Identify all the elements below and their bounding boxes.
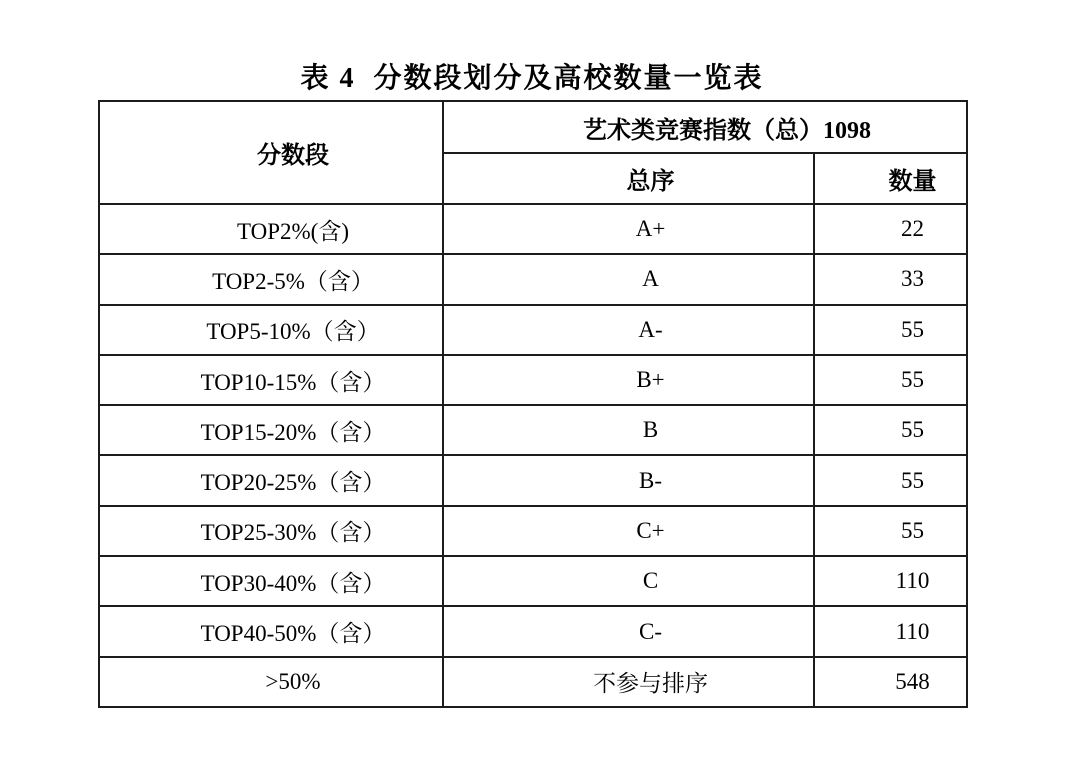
- cell-segment: TOP10-15%（含）: [99, 355, 443, 405]
- cell-order: C-: [443, 606, 814, 656]
- table-row: [99, 204, 967, 254]
- table-row: [99, 254, 967, 304]
- table-title: 表 4 分数段划分及高校数量一览表: [300, 63, 764, 94]
- table-row: [99, 455, 967, 505]
- table-row: [99, 556, 967, 606]
- cell-order: A+: [443, 204, 814, 254]
- header-row-1: [99, 101, 967, 153]
- cell-count: 55: [814, 355, 967, 405]
- cell-order: C+: [443, 506, 814, 556]
- table-row: [99, 355, 967, 405]
- cell-segment: TOP40-50%（含）: [99, 606, 443, 656]
- cell-count: 22: [814, 204, 967, 254]
- table-row: [99, 606, 967, 656]
- table-row: [99, 305, 967, 355]
- cell-count: 55: [814, 405, 967, 455]
- cell-segment: TOP25-30%（含）: [99, 506, 443, 556]
- cell-segment: TOP20-25%（含）: [99, 455, 443, 505]
- cell-count: 110: [814, 606, 967, 656]
- score-segment-table: [98, 100, 968, 708]
- table-row: [99, 506, 967, 556]
- cell-count: 33: [814, 254, 967, 304]
- cell-count: 110: [814, 556, 967, 606]
- cell-order: A: [443, 254, 814, 304]
- cell-order: B+: [443, 355, 814, 405]
- cell-order: C: [443, 556, 814, 606]
- header-index-group: 艺术类竞赛指数（总）1098: [443, 101, 967, 153]
- cell-order: B-: [443, 455, 814, 505]
- cell-count: 548: [814, 657, 967, 707]
- cell-order: B: [443, 405, 814, 455]
- cell-segment: >50%: [99, 657, 443, 707]
- cell-segment: TOP15-20%（含）: [99, 405, 443, 455]
- header-order: 总序: [443, 153, 814, 204]
- cell-segment: TOP30-40%（含）: [99, 556, 443, 606]
- cell-order: 不参与排序: [443, 657, 814, 707]
- cell-segment: TOP2-5%（含）: [99, 254, 443, 304]
- cell-segment: TOP5-10%（含）: [99, 305, 443, 355]
- cell-count: 55: [814, 305, 967, 355]
- table-row: [99, 657, 967, 707]
- cell-segment: TOP2%(含): [99, 204, 443, 254]
- cell-count: 55: [814, 455, 967, 505]
- header-count: 数量: [814, 153, 967, 204]
- cell-count: 55: [814, 506, 967, 556]
- cell-order: A-: [443, 305, 814, 355]
- table-row: [99, 405, 967, 455]
- header-segment: 分数段: [99, 101, 443, 204]
